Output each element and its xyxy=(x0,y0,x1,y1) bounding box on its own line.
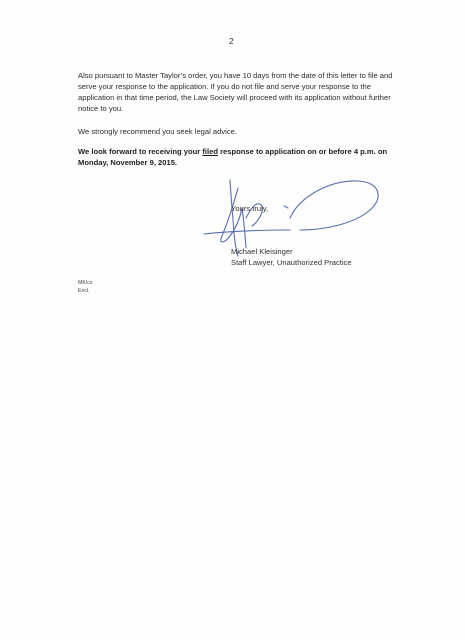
page-number: 2 xyxy=(229,36,234,46)
signer-title: Staff Lawyer, Unauthorized Practice xyxy=(231,258,352,267)
closing-salutation: Yours truly, xyxy=(231,204,269,213)
paragraph-legal-advice: We strongly recommend you seek legal advice. xyxy=(78,127,237,136)
handwritten-signature xyxy=(200,178,390,258)
filing-text-after: response to application on or before 4 p.m. on Monday, November 9, 2015. xyxy=(78,147,388,167)
paragraph-response-deadline: Also pursuant to Master Taylor’s order, you have 10 days from the date of this letter to file and serve your response to the application. If you do not file and serve your response to the application in that time period, the Law Society will proceed with its application without further notice to you. xyxy=(78,71,393,113)
reference-block xyxy=(78,279,92,295)
reference-initials: MK/cs xyxy=(78,280,93,286)
signer-name: Michael Kleisinger xyxy=(231,247,293,256)
paragraph-filing-date xyxy=(78,146,398,168)
filing-text-emphasis: filed xyxy=(202,147,218,156)
filing-text-before: We look forward to receiving your xyxy=(78,147,203,156)
enclosure-note: Encl. xyxy=(78,288,90,294)
